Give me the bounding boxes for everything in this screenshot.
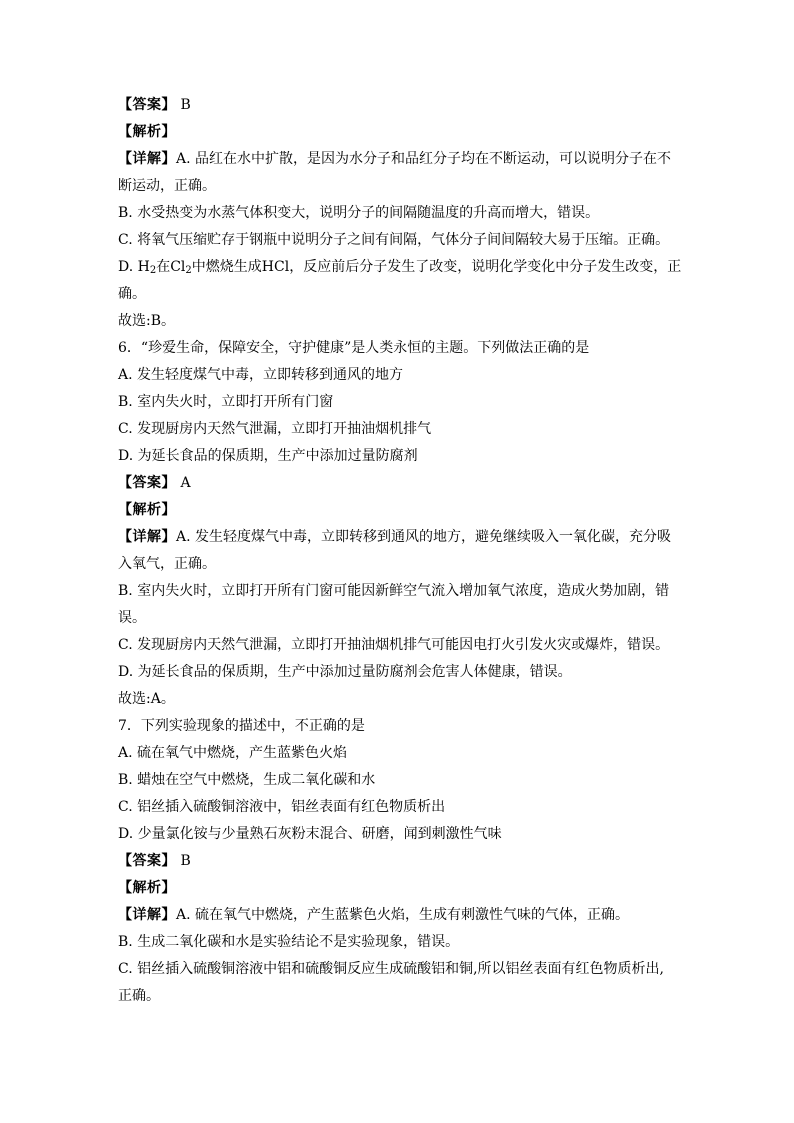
q7-detail-a xyxy=(118,902,680,929)
answer-tag: 【答案】 xyxy=(118,475,176,491)
q6-detail-d: D. 为延长食品的保质期，生产中添加过量防腐剂会危害人体健康，错误。 xyxy=(118,664,572,680)
answer-tag: 【答案】 xyxy=(118,97,176,113)
q5-answer-line xyxy=(118,92,680,119)
q6-answer-line xyxy=(118,470,680,497)
q7-option-d: D. 少量氯化铵与少量熟石灰粉末混合、研磨，闻到刺激性气味 xyxy=(118,826,502,842)
answer-value: A xyxy=(180,475,191,491)
analysis-tag: 【解析】 xyxy=(118,880,176,896)
q5-analysis-tag xyxy=(118,119,680,146)
q6-option-b: B. 室内失火时，立即打开所有门窗 xyxy=(118,394,334,410)
detail-tag: 【详解】 xyxy=(118,907,176,923)
q6-stem: 6．“珍爱生命，保障安全，守护健康”是人类永恒的主题。下列做法正确的是 xyxy=(118,340,590,356)
answer-tag: 【答案】 xyxy=(118,853,176,869)
detail-d-prefix: D. H xyxy=(118,259,150,275)
detail-d-mid: 在Cl xyxy=(156,259,186,275)
q6-detail-a-line2: 入氧气，正确。 xyxy=(118,556,216,572)
detail-tag: 【详解】 xyxy=(118,151,176,167)
q5-detail-a-line1 xyxy=(118,146,680,173)
q6-detail-b-line1: B. 室内失火时，立即打开所有门窗可能因新鲜空气流入增加氧气浓度，造成火势加剧，错 xyxy=(118,583,670,599)
q7-option-c: C. 铝丝插入硫酸铜溶液中，铝丝表面有红色物质析出 xyxy=(118,799,446,815)
subscript: 2 xyxy=(185,265,192,276)
q6-analysis-tag xyxy=(118,497,680,524)
q5-detail-a-line2: 断运动，正确。 xyxy=(118,178,216,194)
q7-detail-c-line2: 正确。 xyxy=(118,988,160,1004)
detail-text: A. 品红在水中扩散，是因为水分子和品红分子均在不断运动，可以说明分子在不 xyxy=(176,151,672,167)
q7-option-a: A. 硫在氧气中燃烧，产生蓝紫色火焰 xyxy=(118,745,348,761)
detail-text: A. 发生轻度煤气中毒，立即转移到通风的地方，避免继续吸入一氧化碳，充分吸 xyxy=(176,529,672,545)
q6-option-d: D. 为延长食品的保质期，生产中添加过量防腐剂 xyxy=(118,448,418,464)
answer-value: B xyxy=(180,97,191,113)
answer-value: B xyxy=(180,853,191,869)
q6-detail-a-line1 xyxy=(118,524,680,551)
q7-stem: 7．下列实验现象的描述中，不正确的是 xyxy=(118,718,365,734)
detail-d-rest: 中燃烧生成HCl，反应前后分子发生了改变，说明化学变化中分子发生改变，正 xyxy=(191,259,682,275)
q7-answer-line xyxy=(118,848,680,875)
q7-analysis-tag xyxy=(118,875,680,902)
q5-detail-d-line1 xyxy=(118,254,680,281)
q7-detail-b: B. 生成二氧化碳和水是实验结论不是实验现象，错误。 xyxy=(118,934,460,950)
analysis-tag: 【解析】 xyxy=(118,124,176,140)
subscript: 2 xyxy=(149,265,157,276)
q5-detail-d-line2: 确。 xyxy=(118,286,146,302)
detail-tag: 【详解】 xyxy=(118,529,176,545)
analysis-tag: 【解析】 xyxy=(118,502,176,518)
document-page xyxy=(118,92,680,1010)
q5-detail-b: B. 水受热变为水蒸气体积变大，说明分子的间隔随温度的升高而增大，错误。 xyxy=(118,205,600,221)
q6-option-c: C. 发现厨房内天然气泄漏，立即打开抽油烟机排气 xyxy=(118,421,432,437)
q6-choice: 故选:A。 xyxy=(118,691,175,707)
q5-choice: 故选:B。 xyxy=(118,313,176,329)
detail-text: A. 硫在氧气中燃烧，产生蓝紫色火焰，生成有刺激性气味的气体，正确。 xyxy=(176,907,630,923)
q6-detail-b-line2: 误。 xyxy=(118,610,146,626)
q6-option-a: A. 发生轻度煤气中毒，立即转移到通风的地方 xyxy=(118,367,404,383)
q7-detail-c-line1: C. 铝丝插入硫酸铜溶液中铝和硫酸铜反应生成硫酸铝和铜,所以铝丝表面有红色物质析出, xyxy=(118,961,665,977)
q7-option-b: B. 蜡烛在空气中燃烧，生成二氧化碳和水 xyxy=(118,772,376,788)
q6-detail-c: C. 发现厨房内天然气泄漏，立即打开抽油烟机排气可能因电打火引发火灾或爆炸，错误。 xyxy=(118,637,670,653)
q5-detail-c: C. 将氧气压缩贮存于钢瓶中说明分子之间有间隔，气体分子间间隔较大易于压缩。正确。 xyxy=(118,232,670,248)
